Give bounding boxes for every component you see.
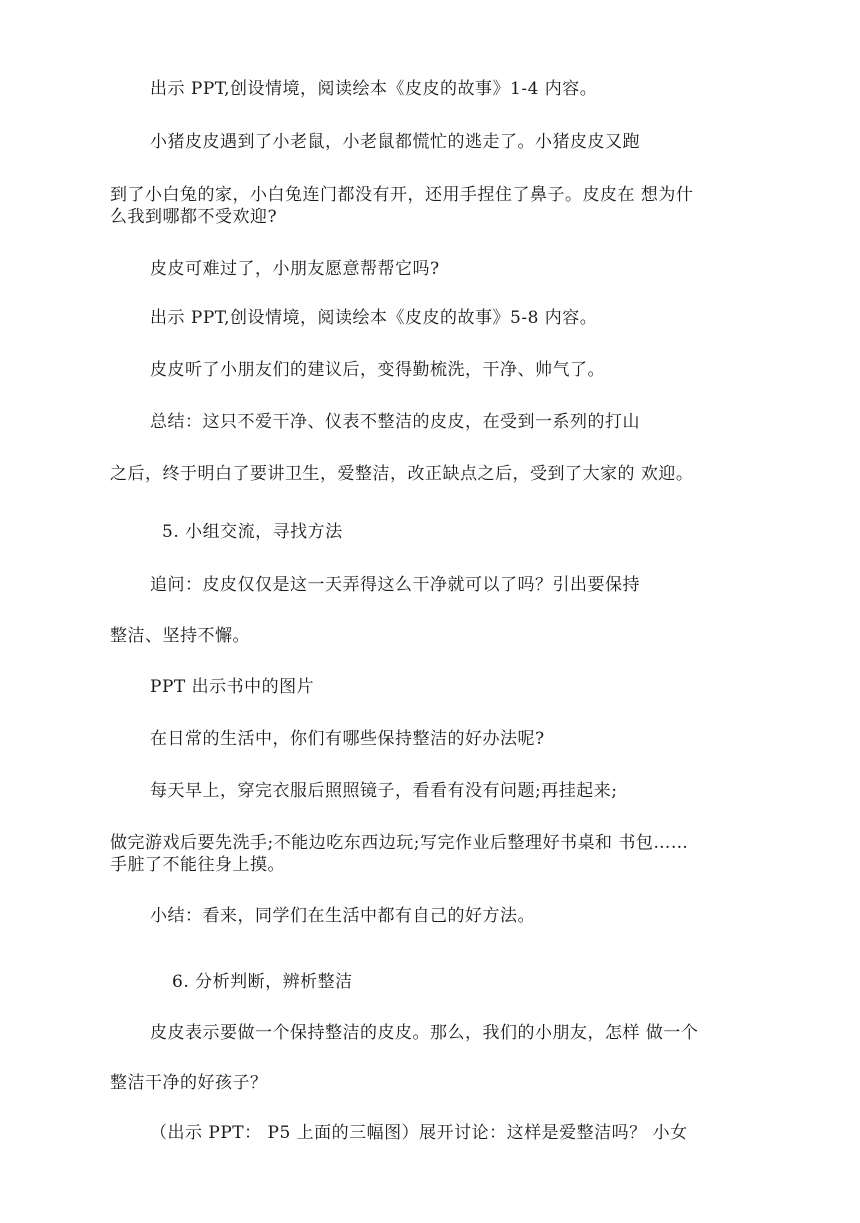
paragraph-line: 在日常的生活中，你们有哪些保持整洁的好办法呢? xyxy=(150,729,545,749)
paragraph-line: 整洁干净的好孩子？ xyxy=(110,1073,268,1093)
paragraph-line: 到了小白兔的家，小白兔连门都没有开，还用手捏住了鼻子。皮皮在 想为什 xyxy=(110,185,694,205)
paragraph-line: 之后，终于明白了要讲卫生，爱整洁，改正缺点之后，受到了大家的 欢迎。 xyxy=(110,464,694,484)
paragraph-line: 出示 PPT,创设情境，阅读绘本《皮皮的故事》5-8 内容。 xyxy=(150,308,598,328)
section-heading: 5. 小组交流，寻找方法 xyxy=(162,522,343,542)
paragraph-line: 总结：这只不爱干净、仪表不整洁的皮皮，在受到一系列的打山 xyxy=(150,412,640,432)
paragraph-line: 皮皮听了小朋友们的建议后，变得勤梳洗，干净、帅气了。 xyxy=(150,360,605,380)
paragraph-line: 皮皮表示要做一个保持整洁的皮皮。那么，我们的小朋友，怎样 做一个 xyxy=(150,1023,699,1043)
paragraph-line: （出示 PPT： P5 上面的三幅图）展开讨论：这样是爱整洁吗？ 小女 xyxy=(150,1123,688,1143)
paragraph-line: 小结：看来，同学们在生活中都有自己的好方法。 xyxy=(150,906,535,926)
paragraph-line: 追问：皮皮仅仅是这一天弄得这么干净就可以了吗？引出要保持 xyxy=(150,575,640,595)
paragraph-line: 做完游戏后要先洗手;不能边吃东西边玩;写完作业后整理好书桌和 书包…… xyxy=(110,833,689,853)
section-heading: 6. 分析判断，辨析整洁 xyxy=(172,972,353,992)
paragraph-line: 出示 PPT,创设情境，阅读绘本《皮皮的故事》1-4 内容。 xyxy=(150,79,598,99)
paragraph-line: 小猪皮皮遇到了小老鼠，小老鼠都慌忙的逃走了。小猪皮皮又跑 xyxy=(150,132,640,152)
paragraph-line: 皮皮可难过了，小朋友愿意帮帮它吗? xyxy=(150,259,440,279)
paragraph-line: PPT 出示书中的图片 xyxy=(150,677,315,697)
paragraph-line: 么我到哪都不受欢迎? xyxy=(110,207,278,227)
paragraph-line: 手脏了不能往身上摸。 xyxy=(110,855,285,875)
paragraph-line: 整洁、坚持不懈。 xyxy=(110,626,250,646)
paragraph-line: 每天早上，穿完衣服后照照镜子，看看有没有问题;再挂起来; xyxy=(150,781,618,801)
